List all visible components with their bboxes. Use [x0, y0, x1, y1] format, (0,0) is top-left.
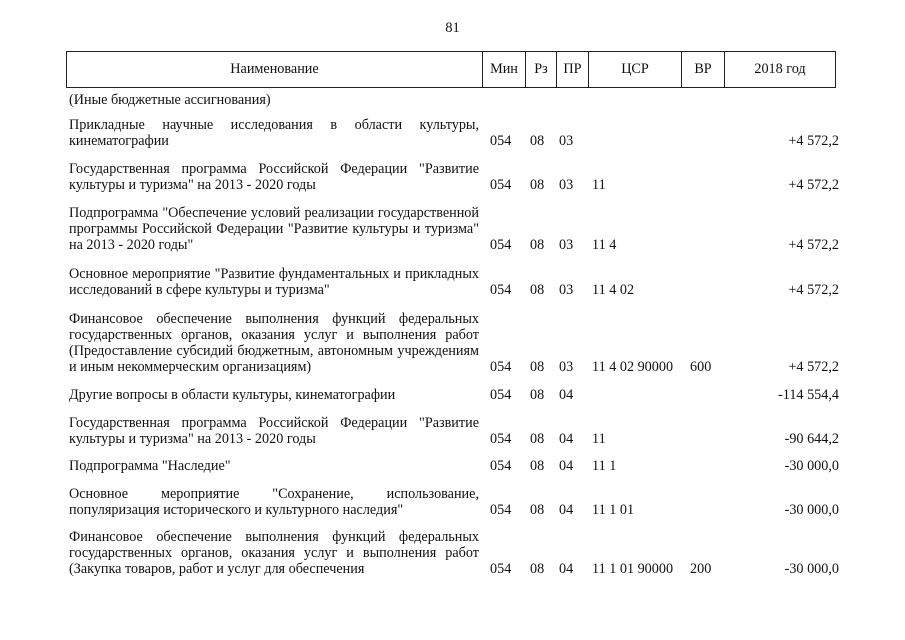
table-row	[0, 486, 905, 518]
row-csr: 11 1 01 90000	[592, 561, 674, 577]
row-pr: 04	[559, 458, 574, 474]
table-row	[0, 415, 905, 447]
row-name: Финансовое обеспечение выполнения функций федеральных государственных органов, оказания услуг и выполнения работ (Закупка товаров, работ и услуг для обеспечения	[69, 529, 479, 577]
row-sum: -90 644,2	[784, 431, 839, 447]
row-sum: -30 000,0	[784, 458, 839, 474]
row-pr: 04	[559, 431, 574, 447]
table-row	[0, 266, 905, 298]
row-csr: 11 4	[592, 237, 617, 253]
row-csr: 11	[592, 177, 606, 193]
header-pr: ПР	[556, 52, 588, 87]
row-name: Основное мероприятие "Сохранение, использование, популяризация исторического и культурного наследия"	[69, 486, 479, 518]
row-rz: 08	[530, 458, 545, 474]
row-min: 054	[490, 133, 512, 149]
row-csr: 11 1	[592, 458, 617, 474]
row-rz: 08	[530, 431, 545, 447]
header-csr: ЦСР	[588, 52, 681, 87]
row-rz: 08	[530, 133, 545, 149]
row-name: Финансовое обеспечение выполнения функций федеральных государственных органов, оказания услуг и выполнения работ (Предоставление субсидий бюджетным, автономным учреждениям и иным некоммерческим организациям)	[69, 311, 479, 375]
header-year: 2018 год	[724, 52, 835, 87]
row-vr: 600	[690, 359, 712, 375]
row-sum: +4 572,2	[788, 237, 839, 253]
row-sum: +4 572,2	[788, 133, 839, 149]
row-name: Другие вопросы в области культуры, кинематографии	[69, 387, 396, 403]
row-min: 054	[490, 282, 512, 298]
row-pr: 03	[559, 177, 574, 193]
row-sum: -30 000,0	[784, 502, 839, 518]
header-vr: ВР	[681, 52, 724, 87]
table-header	[66, 51, 836, 88]
header-min: Мин	[482, 52, 525, 87]
row-vr: 200	[690, 561, 712, 577]
row-name: Государственная программа Российской Федерации "Развитие культуры и туризма" на 2013 - 2020 годы	[69, 415, 479, 447]
row-rz: 08	[530, 359, 545, 375]
row-name: Прикладные научные исследования в области культуры, кинематографии	[69, 117, 479, 149]
row-rz: 08	[530, 387, 545, 403]
row-min: 054	[490, 359, 512, 375]
table-row	[0, 205, 905, 253]
row-pr: 03	[559, 359, 574, 375]
row-name: Подпрограмма "Наследие"	[69, 458, 231, 474]
row-min: 054	[490, 237, 512, 253]
row-rz: 08	[530, 561, 545, 577]
intro-note: (Иные бюджетные ассигнования)	[69, 92, 271, 108]
row-sum: +4 572,2	[788, 359, 839, 375]
row-name: Подпрограмма "Обеспечение условий реализации государственной программы Российской Федерации "Развитие культуры и туризма" на 2013 - 2020 годы"	[69, 205, 479, 253]
row-rz: 08	[530, 237, 545, 253]
row-pr: 03	[559, 133, 574, 149]
row-pr: 04	[559, 561, 574, 577]
row-min: 054	[490, 561, 512, 577]
header-name: Наименование	[230, 61, 319, 77]
table-row	[0, 161, 905, 193]
row-pr: 03	[559, 282, 574, 298]
row-rz: 08	[530, 502, 545, 518]
row-min: 054	[490, 387, 512, 403]
row-min: 054	[490, 177, 512, 193]
row-pr: 03	[559, 237, 574, 253]
row-csr: 11 4 02 90000	[592, 359, 674, 375]
row-min: 054	[490, 502, 512, 518]
row-sum: +4 572,2	[788, 282, 839, 298]
row-csr: 11 4 02	[592, 282, 635, 298]
row-pr: 04	[559, 387, 574, 403]
row-csr: 11 1 01	[592, 502, 635, 518]
table-row	[0, 529, 905, 577]
row-rz: 08	[530, 282, 545, 298]
row-pr: 04	[559, 502, 574, 518]
page-number: 81	[445, 20, 460, 36]
table-row	[0, 458, 905, 474]
row-name: Основное мероприятие "Развитие фундаментальных и прикладных исследований в сфере культуры и туризма"	[69, 266, 479, 298]
row-csr: 11	[592, 431, 606, 447]
header-rz: Рз	[525, 52, 556, 87]
row-min: 054	[490, 458, 512, 474]
table-row	[0, 311, 905, 375]
row-sum: +4 572,2	[788, 177, 839, 193]
row-name: Государственная программа Российской Федерации "Развитие культуры и туризма" на 2013 - 2020 годы	[69, 161, 479, 193]
row-rz: 08	[530, 177, 545, 193]
table-row	[0, 117, 905, 149]
table-row	[0, 387, 905, 403]
row-min: 054	[490, 431, 512, 447]
row-sum: -114 554,4	[778, 387, 839, 403]
row-sum: -30 000,0	[784, 561, 839, 577]
